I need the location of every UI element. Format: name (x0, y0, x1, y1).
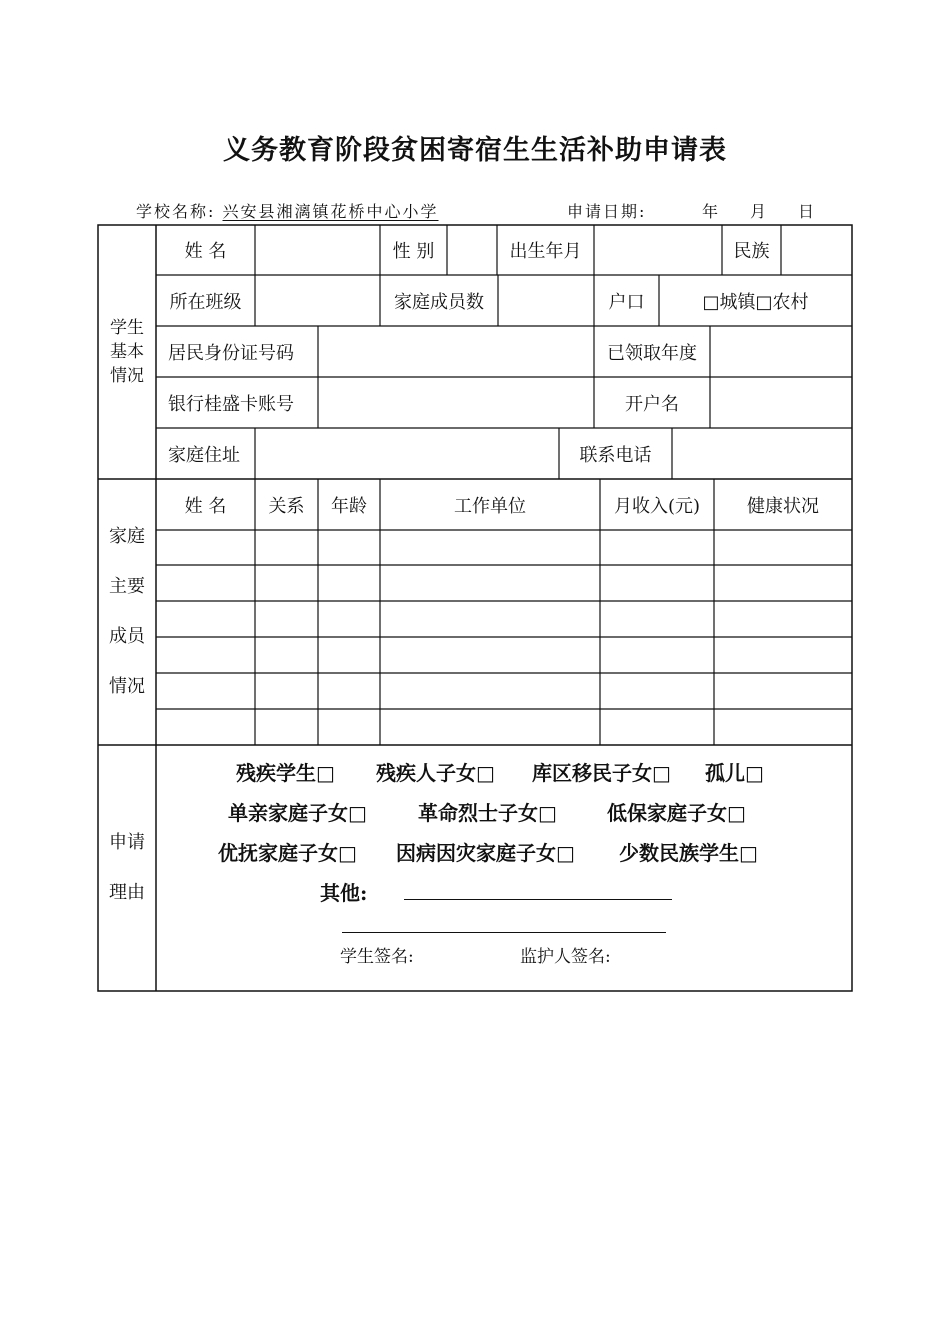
address-label: 家庭住址 (168, 444, 240, 466)
reason-extra-line[interactable] (342, 932, 666, 933)
school-name-value: 兴安县湘漓镇花桥中心小学 (222, 202, 439, 221)
reason-disabled-parent[interactable]: 残疾人子女□ (376, 761, 495, 785)
birth-label: 出生年月 (509, 241, 582, 262)
reason-other-line[interactable] (404, 899, 672, 900)
family-row-5[interactable] (156, 673, 852, 709)
reason-other-label: 其他: (320, 881, 368, 905)
reason-section-label: 申请理由 (109, 832, 145, 903)
reason-martyr-child[interactable]: 革命烈士子女□ (418, 801, 557, 825)
name-label: 姓 名 (184, 241, 227, 262)
family-col-income: 月收入(元) (613, 495, 701, 517)
class-field[interactable] (255, 275, 380, 326)
account-name-field[interactable] (710, 377, 852, 428)
application-date-label: 申请日期: (567, 202, 647, 221)
reason-low-income[interactable]: 低保家庭子女□ (607, 801, 746, 825)
id-number-field[interactable] (318, 326, 594, 377)
reason-special-care[interactable]: 优抚家庭子女□ (218, 841, 357, 865)
received-year-field[interactable] (710, 326, 852, 377)
reason-illness-disaster[interactable]: 因病因灾家庭子女□ (396, 841, 575, 865)
bank-card-field[interactable] (318, 377, 594, 428)
family-count-field[interactable] (498, 275, 594, 326)
family-col-health: 健康状况 (747, 495, 819, 517)
hukou-options[interactable]: □城镇□农村 (702, 291, 809, 313)
guardian-signature-label: 监护人签名: (520, 947, 611, 967)
id-number-label: 居民身份证号码 (168, 342, 294, 364)
family-row-4[interactable] (156, 637, 852, 673)
family-col-workplace: 工作单位 (454, 495, 526, 517)
address-field[interactable] (255, 428, 559, 479)
reason-orphan[interactable]: 孤儿□ (705, 761, 764, 785)
student-section-label: 学生基本情况 (110, 318, 144, 386)
reason-reservoir-migrant[interactable]: 库区移民子女□ (532, 761, 671, 785)
school-name-label: 学校名称: (136, 202, 216, 221)
date-month-label: 月 (750, 202, 769, 221)
date-day-label: 日 (798, 202, 817, 221)
family-row-1[interactable] (156, 530, 852, 565)
phone-label: 联系电话 (579, 444, 652, 466)
family-section-label: 家庭主要成员情况 (109, 526, 145, 697)
ethnicity-field[interactable] (781, 225, 852, 275)
received-year-label: 已领取年度 (607, 342, 697, 364)
family-count-label: 家庭成员数 (394, 291, 484, 313)
form-title: 义务教育阶段贫困寄宿生生活补助申请表 (223, 135, 727, 166)
family-row-3[interactable] (156, 601, 852, 637)
date-year-label: 年 (702, 202, 721, 221)
phone-field[interactable] (672, 428, 852, 479)
reason-ethnic-minority[interactable]: 少数民族学生□ (619, 841, 758, 865)
family-col-relation: 关系 (268, 495, 305, 517)
name-field[interactable] (255, 225, 380, 275)
family-col-age: 年龄 (331, 495, 367, 517)
gender-field[interactable] (447, 225, 497, 275)
ethnicity-label: 民族 (733, 241, 770, 262)
class-label: 所在班级 (169, 291, 242, 313)
student-signature-label: 学生签名: (340, 947, 414, 967)
birth-field[interactable] (594, 225, 722, 275)
family-row-2[interactable] (156, 565, 852, 601)
reason-single-parent[interactable]: 单亲家庭子女□ (228, 801, 367, 825)
family-row-6[interactable] (156, 709, 852, 745)
hukou-label: 户口 (608, 291, 645, 313)
bank-card-label: 银行桂盛卡账号 (168, 393, 294, 415)
gender-label: 性 别 (392, 241, 435, 262)
family-col-name: 姓 名 (184, 495, 227, 517)
reason-disabled-student[interactable]: 残疾学生□ (236, 761, 335, 785)
account-name-label: 开户名 (625, 393, 679, 415)
